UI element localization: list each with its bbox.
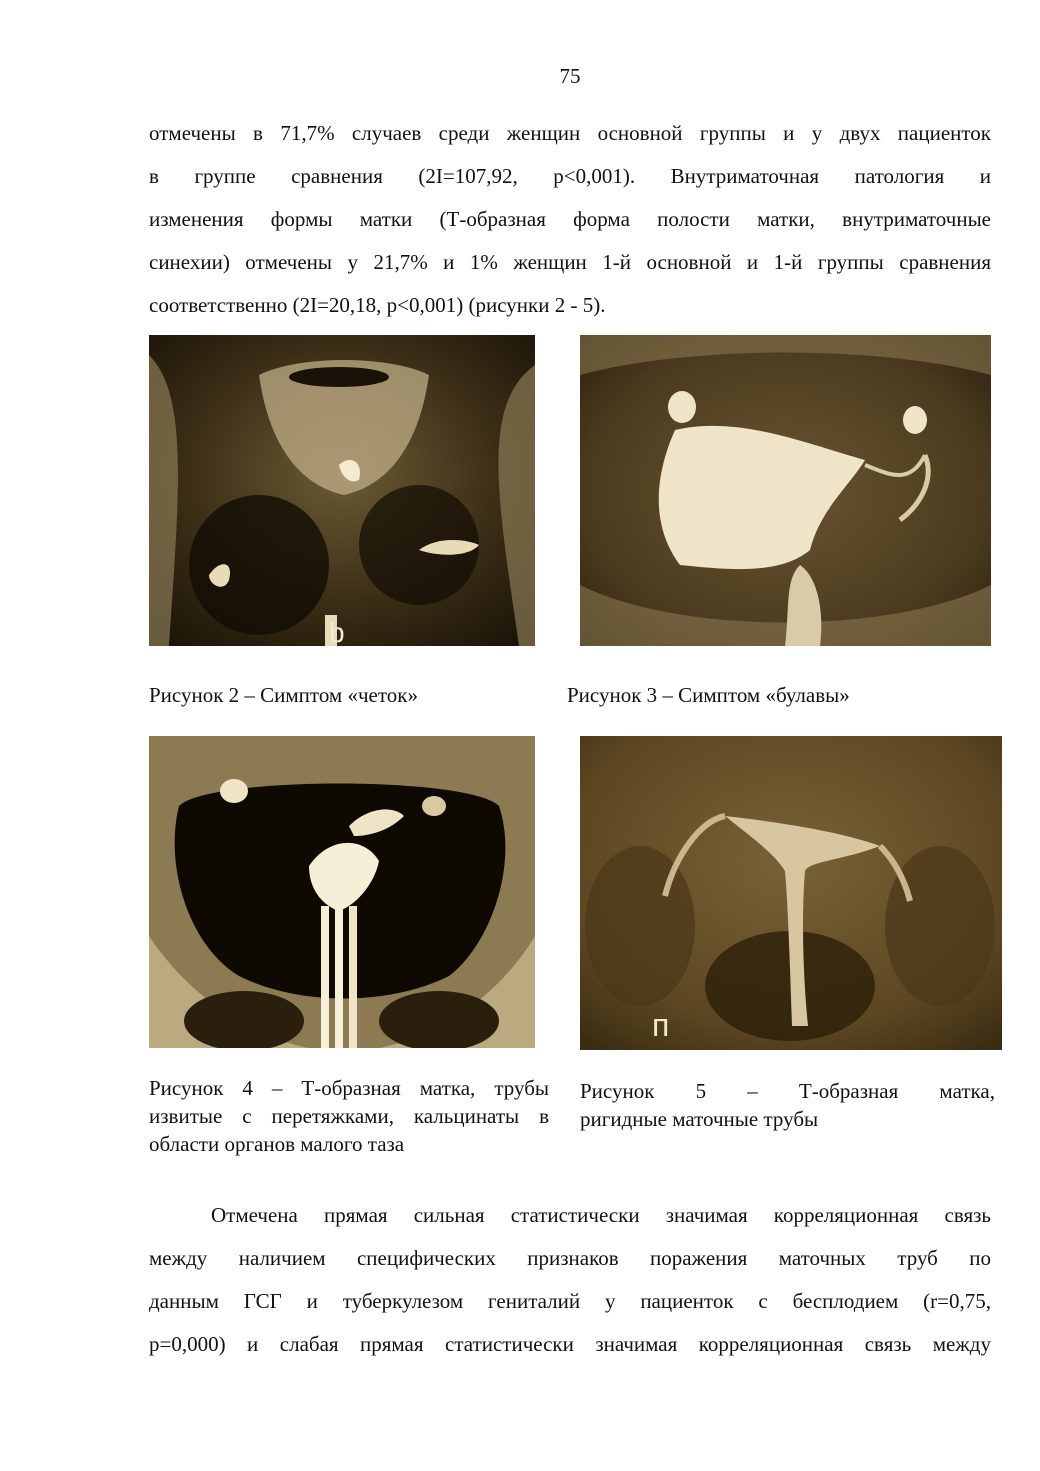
figure-3-image xyxy=(580,335,991,646)
caption-line: ригидные маточные трубы xyxy=(580,1107,819,1131)
paragraph-line: данным ГСГ и туберкулезом гениталий у пациенток с бесплодием (r=0,75, xyxy=(149,1289,991,1313)
page-number: 75 xyxy=(559,64,581,88)
caption-line: извитые с перетяжками, кальцинаты в xyxy=(149,1104,549,1128)
caption-line: Рисунок 2 – Симптом «четок» xyxy=(149,683,418,707)
paragraph-line: синехии) отмечены у 21,7% и 1% женщин 1-й основной и 1-й группы сравнения xyxy=(149,250,991,274)
figure-4-image xyxy=(149,736,535,1048)
paragraph-line: Отмечена прямая сильная статистически значимая корреляционная связь xyxy=(211,1203,991,1227)
caption-line: Рисунок 4 – Т-образная матка, трубы xyxy=(149,1076,549,1100)
caption-line: Рисунок 5 – Т-образная матка, xyxy=(580,1079,995,1103)
figure-2-image xyxy=(149,335,535,646)
paragraph-line: между наличием специфических признаков поражения маточных труб по xyxy=(149,1246,991,1270)
figure-2-caption xyxy=(149,681,549,709)
figure-5-marker: п xyxy=(652,1007,670,1043)
paragraph-line: соответственно (2I=20,18, p<0,001) (рисунки 2 - 5). xyxy=(149,293,606,317)
paragraph-line: отмечены в 71,7% случаев среди женщин основной группы и у двух пациенток xyxy=(149,121,991,145)
caption-line: области органов малого таза xyxy=(149,1132,405,1156)
figure-3-caption xyxy=(567,681,987,709)
figure-2-marker: b xyxy=(329,617,345,646)
caption-line: Рисунок 3 – Симптом «булавы» xyxy=(567,683,850,707)
figure-4-caption xyxy=(149,1074,549,1158)
paragraph-top xyxy=(149,112,991,327)
paragraph-line: изменения формы матки (Т-образная форма полости матки, внутриматочные xyxy=(149,207,991,231)
figure-5-caption xyxy=(580,1077,995,1133)
figure-5-image xyxy=(580,736,1002,1050)
paragraph-line: p=0,000) и слабая прямая статистически значимая корреляционная связь между xyxy=(149,1332,991,1356)
paragraph-line: в группе сравнения (2I=107,92, p<0,001). Внутриматочная патология и xyxy=(149,164,991,188)
paragraph-bottom xyxy=(149,1194,991,1366)
